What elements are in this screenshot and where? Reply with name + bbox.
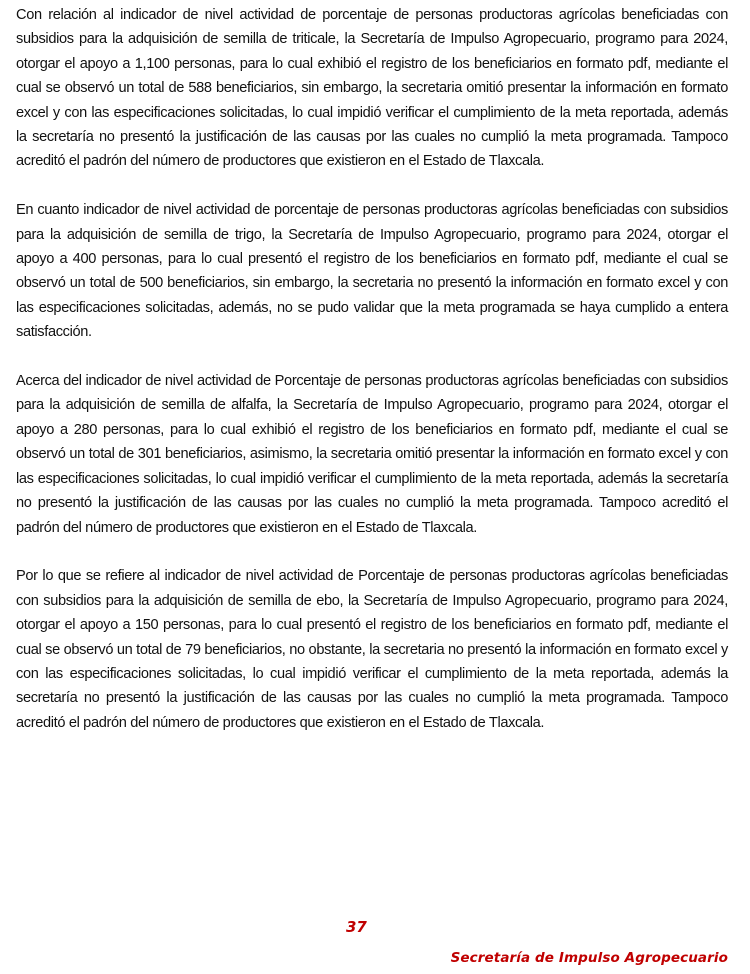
paragraph-alfalfa: Acerca del indicador de nivel actividad de Porcentaje de personas productoras agrícolas beneficiadas con subsidios para la adquisición de semilla de alfalfa, la Secretaría de Impulso Agropecuario, programo para 2024, otorgar el apoyo a 280 personas, para lo cual exhibió el registro de los beneficiarios en formato pdf, mediante el cual se observó un total de 301 beneficiarios, asimismo, la secretaria omitió presentar la información en formato excel y con las especificaciones solicitadas, lo cual impidió verificar el cumplimiento de la meta reportada, además la secretaría no presentó la justificación de las causas por las cuales no cumplió la meta programada. Tampoco acreditó el padrón del número de productores que existieron en el Estado de Tlaxcala. <box>16 373 728 536</box>
page-number: 37 <box>346 918 367 936</box>
footer-title: Secretaría de Impulso Agropecuario <box>450 950 728 966</box>
paragraph-trigo: En cuanto indicador de nivel actividad de porcentaje de personas productoras agrícolas beneficiadas con subsidios para la adquisición de semilla de trigo, la Secretaría de Impulso Agropecuario, programo para 2024, otorgar el apoyo a 400 personas, para lo cual presentó el registro de los beneficiarios en formato pdf, mediante el cual se observó un total de 500 beneficiarios, sin embargo, la secretaria no presentó la información en formato excel y con las especificaciones solicitadas, además, no se pudo validar que la meta programada se haya cumplido a entera satisfacción. <box>16 202 728 341</box>
document-body <box>16 3 728 760</box>
paragraph-triticale: Con relación al indicador de nivel actividad de porcentaje de personas productoras agrícolas beneficiadas con subsidios para la adquisición de semilla de triticale, la Secretaría de Impulso Agropecuario, programo para 2024, otorgar el apoyo a 1,100 personas, para lo cual exhibió el registro de los beneficiarios en formato pdf, mediante el cual se observó un total de 588 beneficiarios, sin embargo, la secretaria omitió presentar la información en formato excel y con las especificaciones solicitadas, lo cual impidió verificar el cumplimiento de la meta reportada, además la secretaría no presentó la justificación de las causas por las cuales no cumplió la meta programada. Tampoco acreditó el padrón del número de productores que existieron en el Estado de Tlaxcala. <box>16 7 728 170</box>
paragraph-ebo: Por lo que se refiere al indicador de nivel actividad de Porcentaje de personas productoras agrícolas beneficiadas con subsidios para la adquisición de semilla de ebo, la Secretaría de Impulso Agropecuario, programo para 2024, otorgar el apoyo a 150 personas, para lo cual presentó el registro de los beneficiarios en formato pdf, mediante el cual se observó un total de 79 beneficiarios, no obstante, la secretaria no presentó la información en formato excel y con las especificaciones solicitadas, lo cual impidió verificar el cumplimiento de la meta reportada, además la secretaría no presentó la justificación de las causas por las cuales no cumplió la meta programada. Tampoco acreditó el padrón del número de productores que existieron en el Estado de Tlaxcala. <box>16 568 728 731</box>
